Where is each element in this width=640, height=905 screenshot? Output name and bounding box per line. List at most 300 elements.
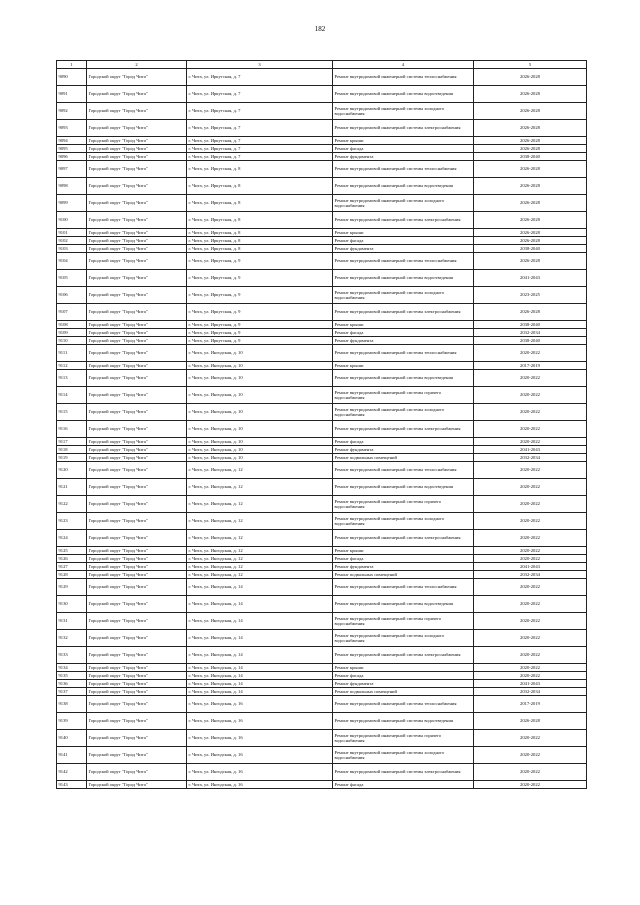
column-number-1: 1 <box>57 61 87 69</box>
row-number: 9124 <box>57 530 87 547</box>
column-number-5: 5 <box>474 61 587 69</box>
row-number: 9101 <box>57 229 87 237</box>
period-cell: 2020-2022 <box>474 764 587 781</box>
municipality-cell: Городской округ "Город Чита" <box>87 237 187 245</box>
table-row <box>57 781 587 789</box>
table-row <box>57 630 587 647</box>
work-type-cell: Ремонт подвальных помещений <box>333 571 474 579</box>
table-row <box>57 496 587 513</box>
municipality-cell: Городской округ "Город Чита" <box>87 613 187 630</box>
address-cell: г. Чита, ул. Ингодская, д. 14 <box>187 680 333 688</box>
work-type-cell: Ремонт фундамента <box>333 680 474 688</box>
work-type-cell: Ремонт фасада <box>333 438 474 446</box>
address-cell: г. Чита, ул. Ингодская, д. 16 <box>187 781 333 789</box>
period-cell: 2041-2043 <box>474 680 587 688</box>
address-cell: г. Чита, ул. Ингодская, д. 14 <box>187 613 333 630</box>
address-cell: г. Чита, ул. Ингодская, д. 14 <box>187 664 333 672</box>
municipality-cell: Городской округ "Город Чита" <box>87 664 187 672</box>
municipality-cell: Городской округ "Город Чита" <box>87 387 187 404</box>
table-row <box>57 462 587 479</box>
address-cell: г. Чита, ул. Ингодская, д. 10 <box>187 404 333 421</box>
row-number: 9130 <box>57 596 87 613</box>
work-type-cell: Ремонт фасада <box>333 329 474 337</box>
municipality-cell: Городской округ "Город Чита" <box>87 329 187 337</box>
municipality-cell: Городской округ "Город Чита" <box>87 178 187 195</box>
period-cell: 2020-2022 <box>474 513 587 530</box>
address-cell: г. Чита, ул. Иркутская, д. 9 <box>187 304 333 321</box>
municipality-cell: Городской округ "Город Чита" <box>87 530 187 547</box>
row-number: 9110 <box>57 337 87 345</box>
address-cell: г. Чита, ул. Ингодская, д. 14 <box>187 596 333 613</box>
address-cell: г. Чита, ул. Ингодская, д. 12 <box>187 555 333 563</box>
work-type-cell: Ремонт подвальных помещений <box>333 454 474 462</box>
period-cell: 2026-2028 <box>474 120 587 137</box>
municipality-cell: Городской округ "Город Чита" <box>87 496 187 513</box>
row-number: 9100 <box>57 212 87 229</box>
municipality-cell: Городской округ "Город Чита" <box>87 446 187 454</box>
address-cell: г. Чита, ул. Иркутская, д. 7 <box>187 137 333 145</box>
address-cell: г. Чита, ул. Ингодская, д. 16 <box>187 747 333 764</box>
work-type-cell: Ремонт внутридомовой инженерной системы электроснабжения <box>333 304 474 321</box>
municipality-cell: Городской округ "Город Чита" <box>87 337 187 345</box>
row-number: 9134 <box>57 664 87 672</box>
work-type-cell: Ремонт внутридомовой инженерной системы теплоснабжения <box>333 69 474 86</box>
column-number-4: 4 <box>333 61 474 69</box>
address-cell: г. Чита, ул. Ингодская, д. 10 <box>187 454 333 462</box>
period-cell: 2026-2028 <box>474 86 587 103</box>
table-row <box>57 229 587 237</box>
row-number: 9125 <box>57 547 87 555</box>
municipality-cell: Городской округ "Город Чита" <box>87 103 187 120</box>
work-type-cell: Ремонт внутридомовой инженерной системы водоотведения <box>333 479 474 496</box>
period-cell: 2032-2034 <box>474 329 587 337</box>
table-row <box>57 103 587 120</box>
municipality-cell: Городской округ "Город Чита" <box>87 321 187 329</box>
address-cell: г. Чита, ул. Иркутская, д. 8 <box>187 161 333 178</box>
municipality-cell: Городской округ "Город Чита" <box>87 145 187 153</box>
address-cell: г. Чита, ул. Ингодская, д. 14 <box>187 579 333 596</box>
municipality-cell: Городской округ "Город Чита" <box>87 713 187 730</box>
row-number: 9117 <box>57 438 87 446</box>
period-cell: 2020-2022 <box>474 462 587 479</box>
row-number: 9135 <box>57 672 87 680</box>
table-row <box>57 688 587 696</box>
municipality-cell: Городской округ "Город Чита" <box>87 270 187 287</box>
work-type-cell: Ремонт внутридомовой инженерной системы горячего водоснабжения <box>333 496 474 513</box>
municipality-cell: Городской округ "Город Чита" <box>87 571 187 579</box>
address-cell: г. Чита, ул. Ингодская, д. 10 <box>187 438 333 446</box>
work-type-cell: Ремонт внутридомовой инженерной системы холодного водоснабжения <box>333 630 474 647</box>
municipality-cell: Городской округ "Город Чита" <box>87 161 187 178</box>
row-number: 9139 <box>57 713 87 730</box>
period-cell: 2020-2022 <box>474 664 587 672</box>
table-row <box>57 571 587 579</box>
period-cell: 2020-2022 <box>474 438 587 446</box>
row-number: 9091 <box>57 86 87 103</box>
row-number: 9123 <box>57 513 87 530</box>
municipality-cell: Городской округ "Город Чита" <box>87 120 187 137</box>
table-row <box>57 304 587 321</box>
work-type-cell: Ремонт внутридомовой инженерной системы теплоснабжения <box>333 696 474 713</box>
municipality-cell: Городской округ "Город Чита" <box>87 69 187 86</box>
table-row <box>57 86 587 103</box>
work-type-cell: Ремонт внутридомовой инженерной системы холодного водоснабжения <box>333 747 474 764</box>
municipality-cell: Городской округ "Город Чита" <box>87 696 187 713</box>
period-cell: 2020-2022 <box>474 387 587 404</box>
row-number: 9133 <box>57 647 87 664</box>
period-cell: 2020-2022 <box>474 672 587 680</box>
work-type-cell: Ремонт фасада <box>333 672 474 680</box>
work-type-cell: Ремонт внутридомовой инженерной системы электроснабжения <box>333 530 474 547</box>
period-cell: 2038-2040 <box>474 321 587 329</box>
table-row <box>57 245 587 253</box>
table-row <box>57 178 587 195</box>
work-type-cell: Ремонт крыши <box>333 137 474 145</box>
row-number: 9090 <box>57 69 87 86</box>
period-cell: 2023-2025 <box>474 287 587 304</box>
municipality-cell: Городской округ "Город Чита" <box>87 229 187 237</box>
table-row <box>57 696 587 713</box>
address-cell: г. Чита, ул. Ингодская, д. 10 <box>187 370 333 387</box>
row-number: 9092 <box>57 103 87 120</box>
municipality-cell: Городской округ "Город Чита" <box>87 304 187 321</box>
municipality-cell: Городской округ "Город Чита" <box>87 630 187 647</box>
address-cell: г. Чита, ул. Иркутская, д. 7 <box>187 103 333 120</box>
work-type-cell: Ремонт фасада <box>333 145 474 153</box>
page-number: 182 <box>314 25 326 33</box>
row-number: 9103 <box>57 245 87 253</box>
address-cell: г. Чита, ул. Ингодская, д. 10 <box>187 362 333 370</box>
period-cell: 2020-2022 <box>474 579 587 596</box>
row-number: 9140 <box>57 730 87 747</box>
row-number: 9114 <box>57 387 87 404</box>
work-type-cell: Ремонт внутридомовой инженерной системы теплоснабжения <box>333 579 474 596</box>
address-cell: г. Чита, ул. Иркутская, д. 7 <box>187 120 333 137</box>
work-type-cell: Ремонт подвальных помещений <box>333 688 474 696</box>
municipality-cell: Городской округ "Город Чита" <box>87 438 187 446</box>
work-type-cell: Ремонт внутридомовой инженерной системы теплоснабжения <box>333 253 474 270</box>
row-number: 9106 <box>57 287 87 304</box>
table-row <box>57 337 587 345</box>
table-row <box>57 446 587 454</box>
municipality-cell: Городской округ "Город Чита" <box>87 563 187 571</box>
table-row <box>57 530 587 547</box>
table-row <box>57 404 587 421</box>
municipality-cell: Городской округ "Город Чита" <box>87 781 187 789</box>
table-row <box>57 555 587 563</box>
period-cell: 2032-2034 <box>474 571 587 579</box>
period-cell: 2026-2028 <box>474 195 587 212</box>
row-number: 9138 <box>57 696 87 713</box>
address-cell: г. Чита, ул. Иркутская, д. 9 <box>187 287 333 304</box>
address-cell: г. Чита, ул. Ингодская, д. 14 <box>187 630 333 647</box>
municipality-cell: Городской округ "Город Чита" <box>87 555 187 563</box>
municipality-cell: Городской округ "Город Чита" <box>87 153 187 161</box>
municipality-cell: Городской округ "Город Чита" <box>87 404 187 421</box>
table-row <box>57 237 587 245</box>
period-cell: 2017-2019 <box>474 362 587 370</box>
table-row <box>57 672 587 680</box>
row-number: 9093 <box>57 120 87 137</box>
municipality-cell: Городской округ "Город Чита" <box>87 680 187 688</box>
municipality-cell: Городской округ "Город Чита" <box>87 579 187 596</box>
period-cell: 2026-2028 <box>474 103 587 120</box>
work-type-cell: Ремонт внутридомовой инженерной системы холодного водоснабжения <box>333 287 474 304</box>
row-number: 9118 <box>57 446 87 454</box>
work-type-cell: Ремонт внутридомовой инженерной системы водоотведения <box>333 370 474 387</box>
row-number: 9098 <box>57 178 87 195</box>
work-type-cell: Ремонт фундамента <box>333 446 474 454</box>
table-row <box>57 387 587 404</box>
municipality-cell: Городской округ "Город Чита" <box>87 370 187 387</box>
row-number: 9116 <box>57 421 87 438</box>
table-row <box>57 212 587 229</box>
address-cell: г. Чита, ул. Ингодская, д. 12 <box>187 563 333 571</box>
period-cell: 2041-2043 <box>474 446 587 454</box>
row-number: 9120 <box>57 462 87 479</box>
work-type-cell: Ремонт внутридомовой инженерной системы теплоснабжения <box>333 345 474 362</box>
municipality-cell: Городской округ "Город Чита" <box>87 479 187 496</box>
municipality-cell: Городской округ "Город Чита" <box>87 547 187 555</box>
period-cell: 2026-2028 <box>474 212 587 229</box>
municipality-cell: Городской округ "Город Чита" <box>87 195 187 212</box>
table-row <box>57 513 587 530</box>
row-number: 9121 <box>57 479 87 496</box>
row-number: 9097 <box>57 161 87 178</box>
address-cell: г. Чита, ул. Ингодская, д. 12 <box>187 462 333 479</box>
work-type-cell: Ремонт внутридомовой инженерной системы холодного водоснабжения <box>333 513 474 530</box>
municipality-cell: Городской округ "Город Чита" <box>87 730 187 747</box>
address-cell: г. Чита, ул. Иркутская, д. 8 <box>187 229 333 237</box>
work-type-cell: Ремонт внутридомовой инженерной системы водоотведения <box>333 270 474 287</box>
work-type-cell: Ремонт внутридомовой инженерной системы водоотведения <box>333 596 474 613</box>
row-number: 9122 <box>57 496 87 513</box>
work-type-cell: Ремонт внутридомовой инженерной системы горячего водоснабжения <box>333 730 474 747</box>
table-row <box>57 764 587 781</box>
period-cell: 2032-2034 <box>474 688 587 696</box>
period-cell: 2020-2022 <box>474 479 587 496</box>
row-number: 9107 <box>57 304 87 321</box>
row-number: 9115 <box>57 404 87 421</box>
address-cell: г. Чита, ул. Иркутская, д. 7 <box>187 153 333 161</box>
table-row <box>57 137 587 145</box>
row-number: 9129 <box>57 579 87 596</box>
table-row <box>57 664 587 672</box>
address-cell: г. Чита, ул. Иркутская, д. 7 <box>187 145 333 153</box>
period-cell: 2020-2022 <box>474 370 587 387</box>
period-cell: 2038-2040 <box>474 153 587 161</box>
period-cell: 2038-2040 <box>474 337 587 345</box>
table-row <box>57 596 587 613</box>
municipality-cell: Городской округ "Город Чита" <box>87 345 187 362</box>
work-type-cell: Ремонт внутридомовой инженерной системы электроснабжения <box>333 212 474 229</box>
table-row <box>57 579 587 596</box>
work-type-cell: Ремонт внутридомовой инженерной системы холодного водоснабжения <box>333 404 474 421</box>
period-cell: 2026-2028 <box>474 229 587 237</box>
period-cell: 2026-2028 <box>474 161 587 178</box>
address-cell: г. Чита, ул. Ингодская, д. 16 <box>187 764 333 781</box>
row-number: 9137 <box>57 688 87 696</box>
address-cell: г. Чита, ул. Ингодская, д. 16 <box>187 730 333 747</box>
address-cell: г. Чита, ул. Ингодская, д. 12 <box>187 530 333 547</box>
table-row <box>57 713 587 730</box>
period-cell: 2032-2034 <box>474 454 587 462</box>
period-cell: 2026-2028 <box>474 253 587 270</box>
period-cell: 2026-2028 <box>474 145 587 153</box>
table-body <box>57 61 587 789</box>
period-cell: 2041-2043 <box>474 563 587 571</box>
row-number: 9131 <box>57 613 87 630</box>
municipality-cell: Городской округ "Город Чита" <box>87 454 187 462</box>
municipality-cell: Городской округ "Город Чита" <box>87 647 187 664</box>
table-row <box>57 153 587 161</box>
work-type-cell: Ремонт внутридомовой инженерной системы холодного водоснабжения <box>333 195 474 212</box>
period-cell: 2020-2022 <box>474 345 587 362</box>
work-type-cell: Ремонт фасада <box>333 555 474 563</box>
address-cell: г. Чита, ул. Ингодская, д. 12 <box>187 496 333 513</box>
period-cell: 2041-2043 <box>474 270 587 287</box>
municipality-cell: Городской округ "Город Чита" <box>87 764 187 781</box>
work-type-cell: Ремонт крыши <box>333 664 474 672</box>
period-cell: 2026-2028 <box>474 304 587 321</box>
address-cell: г. Чита, ул. Ингодская, д. 16 <box>187 713 333 730</box>
address-cell: г. Чита, ул. Ингодская, д. 12 <box>187 513 333 530</box>
municipality-cell: Городской округ "Город Чита" <box>87 362 187 370</box>
municipality-cell: Городской округ "Город Чита" <box>87 86 187 103</box>
row-number: 9112 <box>57 362 87 370</box>
municipality-cell: Городской округ "Город Чита" <box>87 672 187 680</box>
row-number: 9102 <box>57 237 87 245</box>
address-cell: г. Чита, ул. Ингодская, д. 14 <box>187 688 333 696</box>
municipality-cell: Городской округ "Город Чита" <box>87 462 187 479</box>
repair-schedule-table <box>56 60 587 789</box>
work-type-cell: Ремонт внутридомовой инженерной системы электроснабжения <box>333 421 474 438</box>
work-type-cell: Ремонт фундамента <box>333 245 474 253</box>
row-number: 9105 <box>57 270 87 287</box>
work-type-cell: Ремонт внутридомовой инженерной системы электроснабжения <box>333 764 474 781</box>
municipality-cell: Городской округ "Город Чита" <box>87 212 187 229</box>
address-cell: г. Чита, ул. Ингодская, д. 12 <box>187 479 333 496</box>
work-type-cell: Ремонт крыши <box>333 321 474 329</box>
table-row <box>57 563 587 571</box>
address-cell: г. Чита, ул. Иркутская, д. 8 <box>187 237 333 245</box>
period-cell: 2020-2022 <box>474 404 587 421</box>
table-row <box>57 69 587 86</box>
row-number: 9128 <box>57 571 87 579</box>
row-number: 9095 <box>57 145 87 153</box>
row-number: 9113 <box>57 370 87 387</box>
municipality-cell: Городской округ "Город Чита" <box>87 688 187 696</box>
column-number-row <box>57 61 587 69</box>
period-cell: 2020-2022 <box>474 421 587 438</box>
address-cell: г. Чита, ул. Ингодская, д. 10 <box>187 446 333 454</box>
row-number: 9127 <box>57 563 87 571</box>
table-row <box>57 362 587 370</box>
row-number: 9099 <box>57 195 87 212</box>
table-row <box>57 613 587 630</box>
period-cell: 2020-2022 <box>474 555 587 563</box>
row-number: 9143 <box>57 781 87 789</box>
row-number: 9119 <box>57 454 87 462</box>
work-type-cell: Ремонт фундамента <box>333 337 474 345</box>
address-cell: г. Чита, ул. Ингодская, д. 16 <box>187 696 333 713</box>
period-cell: 2020-2022 <box>474 613 587 630</box>
municipality-cell: Городской округ "Город Чита" <box>87 253 187 270</box>
work-type-cell: Ремонт фасада <box>333 237 474 245</box>
table-row <box>57 329 587 337</box>
address-cell: г. Чита, ул. Иркутская, д. 8 <box>187 212 333 229</box>
municipality-cell: Городской округ "Город Чита" <box>87 137 187 145</box>
work-type-cell: Ремонт внутридомовой инженерной системы горячего водоснабжения <box>333 613 474 630</box>
table-row <box>57 120 587 137</box>
municipality-cell: Городской округ "Город Чита" <box>87 596 187 613</box>
table-row <box>57 253 587 270</box>
period-cell: 2026-2028 <box>474 237 587 245</box>
table-row <box>57 647 587 664</box>
address-cell: г. Чита, ул. Ингодская, д. 14 <box>187 672 333 680</box>
table-row <box>57 161 587 178</box>
work-type-cell: Ремонт внутридомовой инженерной системы теплоснабжения <box>333 161 474 178</box>
table-row <box>57 747 587 764</box>
table-row <box>57 270 587 287</box>
municipality-cell: Городской округ "Город Чита" <box>87 245 187 253</box>
table-row <box>57 145 587 153</box>
work-type-cell: Ремонт внутридомовой инженерной системы теплоснабжения <box>333 462 474 479</box>
address-cell: г. Чита, ул. Иркутская, д. 7 <box>187 69 333 86</box>
period-cell: 2020-2022 <box>474 596 587 613</box>
column-number-2: 2 <box>87 61 187 69</box>
table-row <box>57 287 587 304</box>
address-cell: г. Чита, ул. Ингодская, д. 12 <box>187 571 333 579</box>
work-type-cell: Ремонт крыши <box>333 547 474 555</box>
row-number: 9136 <box>57 680 87 688</box>
table-row <box>57 730 587 747</box>
period-cell: 2017-2019 <box>474 696 587 713</box>
period-cell: 2026-2028 <box>474 69 587 86</box>
period-cell: 2020-2022 <box>474 747 587 764</box>
work-type-cell: Ремонт внутридомовой инженерной системы электроснабжения <box>333 120 474 137</box>
work-type-cell: Ремонт внутридомовой инженерной системы холодного водоснабжения <box>333 103 474 120</box>
period-cell: 2026-2028 <box>474 137 587 145</box>
period-cell: 2026-2028 <box>474 178 587 195</box>
address-cell: г. Чита, ул. Ингодская, д. 10 <box>187 421 333 438</box>
address-cell: г. Чита, ул. Ингодская, д. 10 <box>187 387 333 404</box>
table-row <box>57 345 587 362</box>
table-row <box>57 370 587 387</box>
address-cell: г. Чита, ул. Иркутская, д. 9 <box>187 337 333 345</box>
address-cell: г. Чита, ул. Иркутская, д. 8 <box>187 178 333 195</box>
address-cell: г. Чита, ул. Иркутская, д. 8 <box>187 195 333 212</box>
table-row <box>57 479 587 496</box>
period-cell: 2020-2022 <box>474 630 587 647</box>
work-type-cell: Ремонт фундамента <box>333 563 474 571</box>
row-number: 9109 <box>57 329 87 337</box>
work-type-cell: Ремонт крыши <box>333 362 474 370</box>
table-row <box>57 321 587 329</box>
municipality-cell: Городской округ "Город Чита" <box>87 287 187 304</box>
table-row <box>57 680 587 688</box>
address-cell: г. Чита, ул. Ингодская, д. 14 <box>187 647 333 664</box>
period-cell: 2020-2022 <box>474 530 587 547</box>
address-cell: г. Чита, ул. Иркутская, д. 8 <box>187 245 333 253</box>
table-row <box>57 421 587 438</box>
row-number: 9096 <box>57 153 87 161</box>
period-cell: 2020-2022 <box>474 781 587 789</box>
row-number: 9094 <box>57 137 87 145</box>
work-type-cell: Ремонт фасада <box>333 781 474 789</box>
municipality-cell: Городской округ "Город Чита" <box>87 747 187 764</box>
period-cell: 2020-2022 <box>474 647 587 664</box>
